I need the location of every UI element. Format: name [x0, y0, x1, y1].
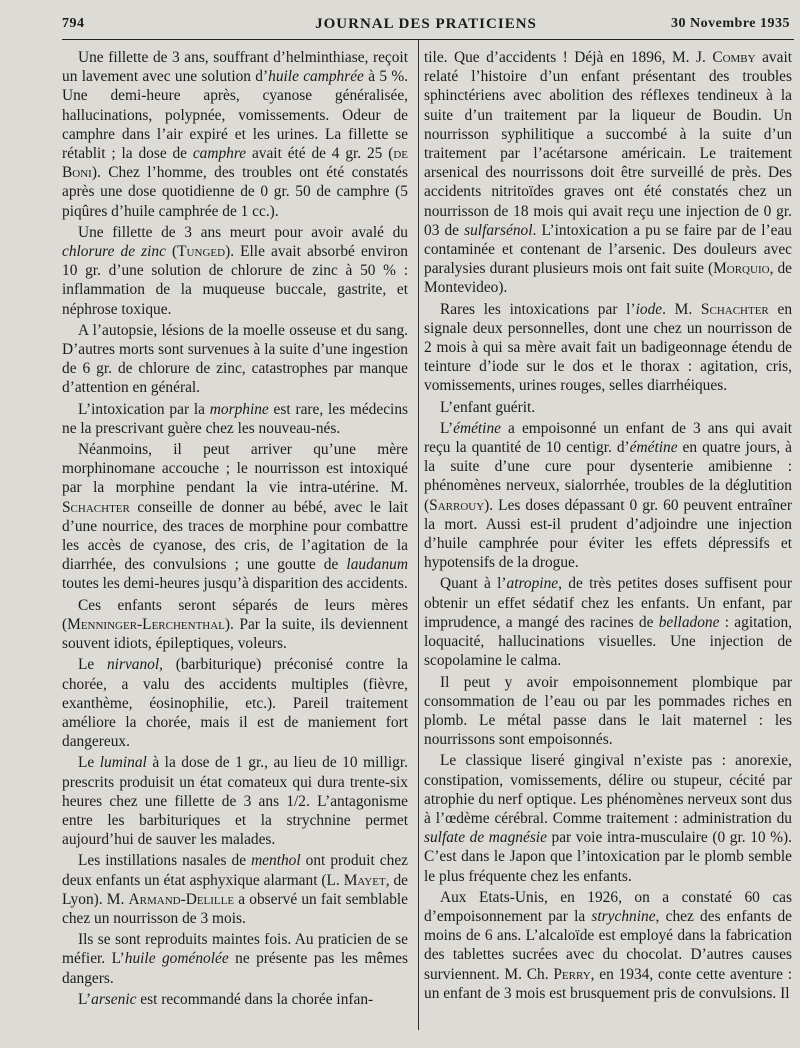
text-run: , de très petites doses suffisent pour obtenir un effet sédatif chez les enfants. Un enfant, par imprudence, a mangé des racines de	[424, 575, 792, 631]
text-run: conseille de donner au bébé, avec le lait d’une nourrice, des traces de morphine pour combattre les accès de cyanose, des cris, de l’agitation de la diarrhée, des convulsions ; une goutte de	[62, 498, 408, 574]
text-run: à la dose de 1 gr., au lieu de 10 milligr. prescrits produisit un état comateux qui dura trente-six heures chez une fillette de 3 ans 1/2. L’antagonisme entre les barbituriques et la strychnine permet aujourd’hui de sauver les malades.	[62, 754, 408, 849]
text-run: Ils se sont reproduits maintes fois. Au praticien de se méfier. L’	[62, 931, 408, 968]
italic-term: huile camphrée	[268, 68, 364, 86]
paragraph	[62, 440, 408, 594]
paragraph	[424, 751, 792, 885]
text-run: Rares les intoxications par l’	[440, 300, 636, 318]
text-run: Une fillette de 3 ans, souffrant d’helminthiase, reçoit un lavement avec une solution d’	[62, 49, 408, 86]
italic-term: morphine	[209, 400, 269, 418]
italic-term: émétine	[453, 419, 501, 437]
italic-term: atropine	[506, 575, 559, 593]
text-run: est rare, les médecins ne la prescrivant guère chez les nouveau-nés.	[62, 400, 408, 437]
italic-term: laudanum	[346, 556, 408, 574]
text-run: , chez des enfants de moins de 6 ans. L’alcaloïde est employé dans la fabrication des tablettes sucrées avec du chocolat. D’autres causes surviennent. M. Ch.	[424, 907, 792, 983]
column-divider	[418, 40, 419, 1030]
text-run: ). Les doses dépassant 0 gr. 60 peuvent entraîner la mort. Aussi est-il prudent d’adjoindre une injection d’huile camphrée pour éviter les effets dépressifs et hypotensifs de la drogue.	[424, 496, 792, 572]
text-run: A l’autopsie, lésions de la moelle osseuse et du sang. D’autres morts sont survenues à la suite d’une ingestion de 6 gr. de chlorure de zinc, catastrophes par manque d’attention en général.	[62, 321, 408, 397]
text-run: est recommandé dans la chorée infan-	[136, 990, 374, 1008]
text-run: . L’intoxication a pu se faire par de l’eau contaminée et contenant de l’arsenic. Des douleurs avec paralysies durant plusieurs mois ont fait suite (	[424, 221, 792, 278]
text-run: L’enfant guérit.	[440, 398, 536, 416]
text-run: avait relaté l’histoire d’un enfant présentant des troubles sphinctériens avec abolition des réflexes tendineux à la suite d’un traitement par la liqueur de Boudin. Un nourrisson syphilitique a succombé à la suite d’un traitement par l’acétarsone américain. Le traitement arsenical des nourrissons doit être surveillé de près. Des accidents nitritoïdes graves ont été constatés chez un nourrisson de 18 mois qui avait reçu une injection de 0 gr. 03 de	[424, 49, 792, 239]
left-column	[62, 48, 408, 1011]
author-name: Sarrouy	[429, 496, 485, 514]
text-run: en signale deux personnelles, dont une chez un nourrisson de 2 mois à qui sa mère avait fait un badigeonnage étendu de teinture d’iode sur le dos et le thorax : agitation, cris, vomissements, urines rouges, selles diarrhéiques.	[424, 300, 793, 395]
italic-term: arsenic	[91, 990, 137, 1008]
text-run: ne présente pas les mêmes dangers.	[62, 950, 408, 987]
text-run: ont produit chez deux enfants un état asphyxique alarmant (L.	[62, 852, 408, 889]
author-name: Schachter	[62, 498, 130, 516]
text-run: . M.	[662, 300, 701, 318]
italic-term: chlorure de zinc	[62, 243, 166, 261]
text-run: : agitation, loquacité, hallucinations visuelles. Une injection de scopolamine le calma.	[424, 613, 792, 670]
text-run: par voie intra-musculaire (0 gr. 10 %). C’est dans le Japon que l’intoxication par le plomb semble le plus fréquente chez les enfants.	[424, 829, 793, 885]
text-run: L’intoxication par la	[78, 400, 210, 418]
text-run: Une fillette de 3 ans meurt pour avoir avalé du	[78, 223, 408, 241]
text-run: , de Lyon). M.	[62, 871, 408, 908]
text-run: avait été de 4 gr. 25 (	[246, 145, 394, 163]
text-run: L’	[78, 990, 92, 1008]
text-run: à 5 %. Une demi-heure après, cyanose généralisée, hallucinations, polypnée, vomissements. Odeur de camphre dans l’air expiré et les urines. La fillette se rétablit ; la dose de	[62, 68, 408, 163]
author-name: de Boni	[62, 145, 408, 182]
text-run: Il peut y avoir empoisonnement plombique par consommation de l’eau ou par les pommades riches en plomb. Le métal passe dans le lait maternel : les nourrissons sont empoisonnés.	[424, 673, 792, 749]
italic-term: nirvanol	[106, 656, 160, 674]
paragraph	[424, 888, 792, 1003]
text-run: , de Montevideo).	[424, 260, 792, 297]
italic-term: sulfarsénol	[464, 221, 533, 239]
text-run: Aux Etats-Unis, en 1926, on a constaté 60 cas d’empoisonnement par la	[424, 888, 792, 925]
author-name: Menninger-Lerchenthal	[67, 615, 225, 633]
author-name: Armand-Delille	[128, 890, 235, 908]
text-run: Les instillations nasales de	[78, 852, 252, 870]
italic-term: menthol	[251, 852, 301, 870]
paragraph	[62, 851, 408, 928]
italic-term: luminal	[99, 754, 147, 772]
author-name: Schachter	[700, 300, 769, 318]
paragraph	[62, 223, 408, 319]
paragraph	[424, 48, 792, 298]
author-name: Comby	[712, 49, 756, 66]
paragraph	[62, 753, 408, 849]
paragraph	[424, 398, 792, 417]
text-run: Le classique liseré gingival n’existe pas : anorexie, constipation, vomissements, délire ou stupeur, cécité par atrophie du nerf optique. Les phénomènes nerveux sont dus à l’œdème cérébral. Comme traitement : administration du	[424, 752, 792, 827]
text-run: ). Par la suite, ils deviennent souvent idiots, épileptiques, voleurs.	[62, 615, 408, 653]
text-run: Le	[78, 656, 107, 674]
italic-term: iode	[635, 300, 663, 318]
italic-term: strychnine	[591, 907, 656, 925]
text-run: tile. Que d’accidents ! Déjà en 1896, M. J.	[424, 49, 713, 66]
text-run: , (barbiturique) préconisé contre la chorée, a valu des accidents multiples (fièvre, exanthème, éosinophilie, etc.). Pareil traitement améliore la chorée, mais il est de maniement fort dangereux.	[62, 656, 408, 751]
italic-term: sulfate de magnésie	[424, 829, 547, 847]
paragraph	[62, 48, 408, 221]
paragraph	[62, 655, 408, 751]
text-run: Ces enfants seront séparés de leurs mères (	[62, 596, 408, 633]
paragraph	[424, 300, 792, 396]
page-number: 794	[62, 16, 85, 31]
author-name: Morquio	[713, 260, 770, 278]
author-name: Perry	[553, 965, 591, 983]
header-rule	[62, 39, 794, 40]
paragraph	[424, 419, 792, 573]
paragraph	[62, 990, 408, 1009]
author-name: Tunged	[177, 243, 226, 261]
text-run: a empoisonné un enfant de 3 ans qui avait reçu la quantité de 10 centigr. d’	[424, 419, 792, 457]
text-run: en quatre jours, à la suite d’une cure pour dysenterie amibienne : phénomènes nerveux, sialorrhée, troubles de la déglutition (	[424, 439, 792, 514]
italic-term: huile goménolée	[124, 950, 229, 968]
paragraph	[424, 673, 792, 750]
italic-term: émétine	[629, 439, 678, 457]
text-run: Néanmoins, il peut arriver qu’une mère morphinomane accouche ; le nourrisson est intoxiqué par la morphine pendant la vie intra-utérine. M.	[62, 441, 408, 497]
text-run: L’	[440, 419, 454, 437]
journal-title: JOURNAL DES PRATICIENS	[315, 16, 537, 32]
text-run: Quant à l’	[440, 575, 507, 593]
page-header	[62, 14, 790, 38]
text-run: ). Elle avait absorbé environ 10 gr. d’une solution de chlorure de zinc à 50 % : inflammation de la muqueuse buccale, gastrite, et néphrose toxique.	[62, 243, 408, 318]
italic-term: camphre	[192, 145, 247, 163]
text-run: (	[165, 243, 178, 261]
italic-term: belladone	[658, 613, 720, 631]
issue-date: 30 Novembre 1935	[671, 16, 790, 31]
paragraph	[62, 930, 408, 988]
text-run: a observé un fait semblable chez un nourrisson de 3 mois.	[62, 890, 408, 927]
text-run: toutes les demi-heures jusqu’à disparition des accidents.	[62, 575, 408, 593]
right-column	[424, 48, 792, 1005]
text-run: Le	[78, 754, 100, 772]
paragraph	[62, 400, 408, 438]
paragraph	[424, 574, 792, 670]
text-run: , en 1934, conte cette aventure : un enfant de 3 mois est brusquement pris de convulsions. Il	[424, 965, 792, 1002]
text-run: ). Chez l’homme, des troubles ont été constatés après une dose quotidienne de 0 gr. 50 de camphre (5 piqûres d’huile camphrée de 1 cc.).	[62, 164, 408, 220]
paragraph	[62, 321, 408, 398]
author-name: Mayet	[343, 871, 386, 889]
paragraph	[62, 596, 408, 654]
